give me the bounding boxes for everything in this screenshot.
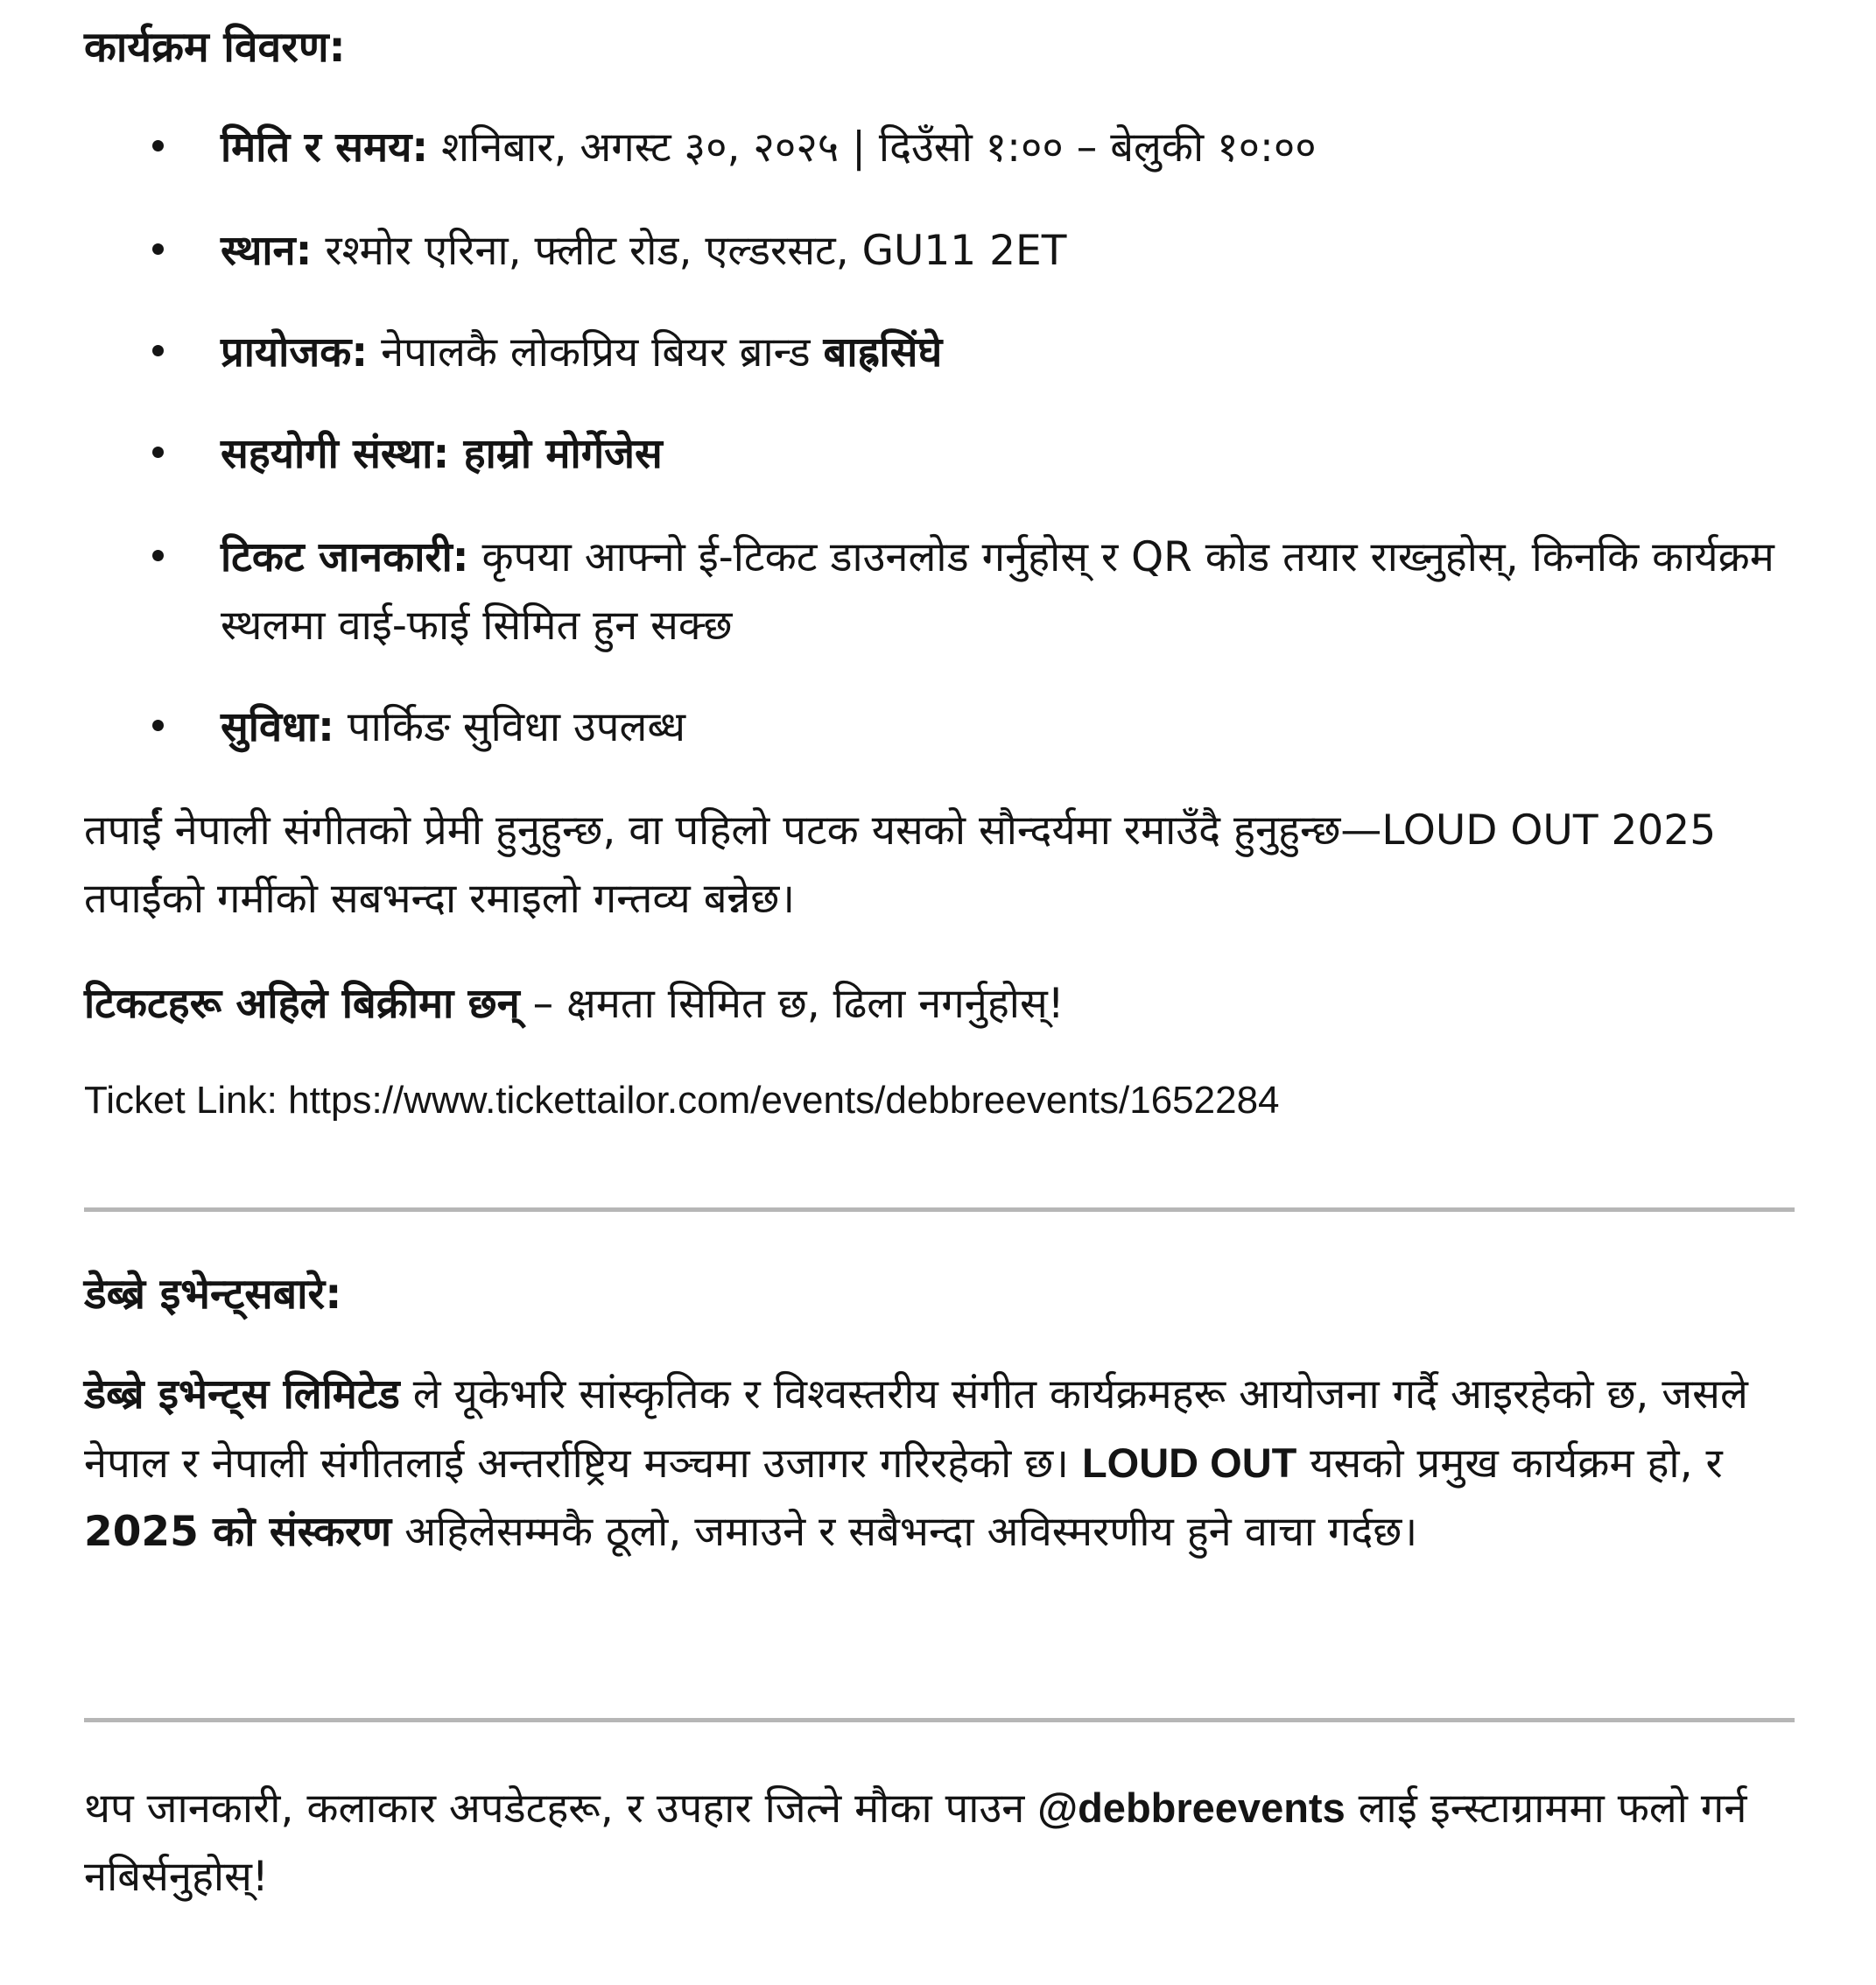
about-heading: डेब्ब्रे इभेन्ट्सबारे: (84, 1270, 342, 1319)
date-time-value: शनिबार, अगस्ट ३०, २०२५ | दिउँसो १:०० – बेलुकी १०:०० (428, 123, 1317, 172)
bullet-dot-icon (152, 550, 164, 561)
section-divider (84, 1718, 1795, 1722)
about-text-1: ले यूकेभरि सांस्कृतिक र विश्वस्तरीय संगीत कार्यक्रमहरू आयोजना गर्दै आइरहेको छ, जसले नेपाल र नेपाली संगीतलाई अन्तर्राष्ट्रिय मञ्चमा उजागर गरिरहेको छ। (84, 1370, 1748, 1488)
list-item-content (221, 217, 1814, 285)
venue-label: स्थान: (221, 227, 313, 275)
list-item-content (221, 114, 1814, 182)
ticket-info-label: टिकट जानकारी: (221, 533, 469, 581)
org-name: डेब्ब्रे इभेन्ट्स लिमिटेड (84, 1370, 400, 1418)
list-item-content (221, 693, 1814, 762)
bullet-dot-icon (152, 140, 164, 151)
about-text-3: अहिलेसम्मकै ठूलो, जमाउने र सबैभन्दा अविस्मरणीय हुने वाचा गर्दछ। (391, 1508, 1418, 1556)
ticket-link[interactable]: Ticket Link: https://www.tickettailor.com/events/debbreevents/1652284 (84, 1079, 1280, 1122)
tickets-cta (84, 970, 1800, 1038)
venue-value: रश्मोर एरिना, फ्लीट रोड, एल्डरसट, GU11 2ET (312, 227, 1067, 275)
list-item-content (221, 524, 1814, 660)
section-divider (84, 1207, 1795, 1212)
follow-text-1: थप जानकारी, कलाकार अपडेटहरू, र उपहार जित्ने मौका पाउन (84, 1784, 1038, 1833)
sponsor-brand: बाह्रसिंघे (823, 328, 943, 377)
tickets-cta-bold: टिकटहरू अहिले बिक्रीमा छन् (84, 980, 520, 1028)
partner-label: सहयोगी संस्था: हाम्रो मोर्गेजेस (221, 430, 663, 478)
about-paragraph (84, 1361, 1800, 1566)
bullet-dot-icon (152, 243, 164, 255)
sponsor-label: प्रायोजक: (221, 328, 369, 377)
facility-value: पार्किङ सुविधा उपलब्ध (334, 703, 685, 751)
intro-paragraph: तपाईं नेपाली संगीतको प्रेमी हुनुहुन्छ, वा पहिलो पटक यसको सौन्दर्यमा रमाउँदै हुनुहुन्छ—LOUD OUT 2025 तपाईंको गर्मीको सबभन्दा रमाइलो गन्तव्य बन्नेछ। (84, 806, 1717, 923)
event-details-heading: कार्यक्रम विवरण: (84, 23, 346, 72)
list-item-content (221, 319, 1814, 387)
event-name: LOUD OUT (1081, 1439, 1297, 1486)
ticket-info-value: कृपया आफ्नो ई-टिकट डाउनलोड गर्नुहोस् र QR कोड तयार राख्नुहोस्, किनकि कार्यक्रम स्थलमा वाई-फाई सिमित हुन सक्छ (221, 533, 1774, 650)
facility-label: सुविधा: (221, 703, 334, 751)
bullet-dot-icon (152, 345, 164, 356)
sponsor-value: नेपालकै लोकप्रिय बियर ब्रान्ड (368, 328, 824, 377)
bullet-dot-icon (152, 447, 164, 458)
bullet-dot-icon (152, 720, 164, 731)
instagram-handle[interactable]: @debbreevents (1037, 1784, 1346, 1831)
about-text-2: यसको प्रमुख कार्यक्रम हो, र (1296, 1439, 1723, 1488)
follow-text-2: लाई इन्स्टाग्राममा फलो गर्न नबिर्सनुहोस्! (84, 1784, 1747, 1901)
date-time-label: मिति र समय: (221, 123, 429, 172)
tickets-cta-rest: – क्षमता सिमित छ, ढिला नगर्नुहोस्! (519, 980, 1064, 1028)
follow-paragraph (84, 1774, 1800, 1911)
edition-name: 2025 को संस्करण (84, 1508, 392, 1556)
